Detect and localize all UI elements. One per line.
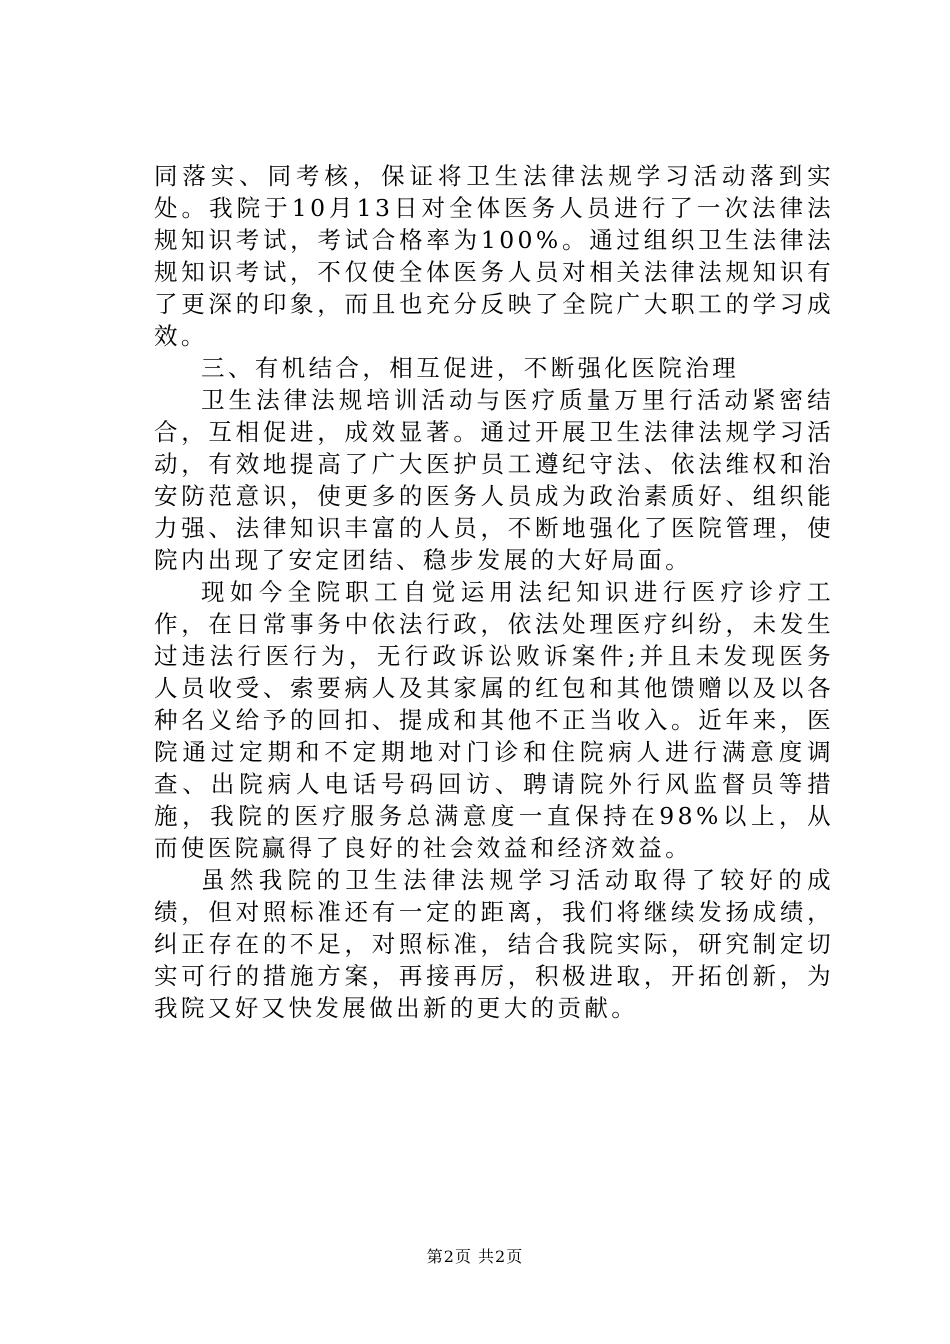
paragraph: 虽然我院的卫生法律法规学习活动取得了较好的成绩，但对照标准还有一定的距离，我们将继续发扬成绩，纠正存在的不足，对照标准，结合我院实际，研究制定切实可行的措施方案，再接再厉，积极进取，开拓创新，为我院又好又快发展做出新的更大的贡献。 (154, 866, 834, 1022)
paragraph: 现如今全院职工自觉运用法纪知识进行医疗诊疗工作，在日常事务中依法行政，依法处理医疗纠纷，未发生过违法行医行为，无行政诉讼败诉案件;并且未发现医务人员收受、索要病人及其家属的红包和其他馈赠以及以各种名义给予的回扣、提成和其他不正当收入。近年来，医院通过定期和不定期地对门诊和住院病人进行满意度调查、出院病人电话号码回访、聘请院外行风监督员等措施，我院的医疗服务总满意度一直保持在98%以上，从而使医院赢得了良好的社会效益和经济效益。 (154, 578, 834, 862)
paragraph: 卫生法律法规培训活动与医疗质量万里行活动紧密结合，互相促进，成效显著。通过开展卫生法律法规学习活动，有效地提高了广大医护员工遵纪守法、依法维权和治安防范意识，使更多的医务人员成为政治素质好、组织能力强、法律知识丰富的人员，不断地强化了医院管理，使院内出现了安定团结、稳步发展的大好局面。 (154, 386, 834, 574)
section-heading: 三、有机结合，相互促进，不断强化医院治理 (201, 354, 739, 382)
document-body (154, 160, 834, 1024)
paragraph-continuation: 同落实、同考核，保证将卫生法律法规学习活动落到实处。我院于10月13日对全体医务人员进行了一次法律法规知识考试，考试合格率为100%。通过组织卫生法律法规知识考试，不仅使全体医务人员对相关法律法规知识有了更深的印象，而且也充分反映了全院广大职工的学习成效。 (154, 162, 834, 350)
page-number: 第2页 共2页 (426, 1247, 524, 1266)
